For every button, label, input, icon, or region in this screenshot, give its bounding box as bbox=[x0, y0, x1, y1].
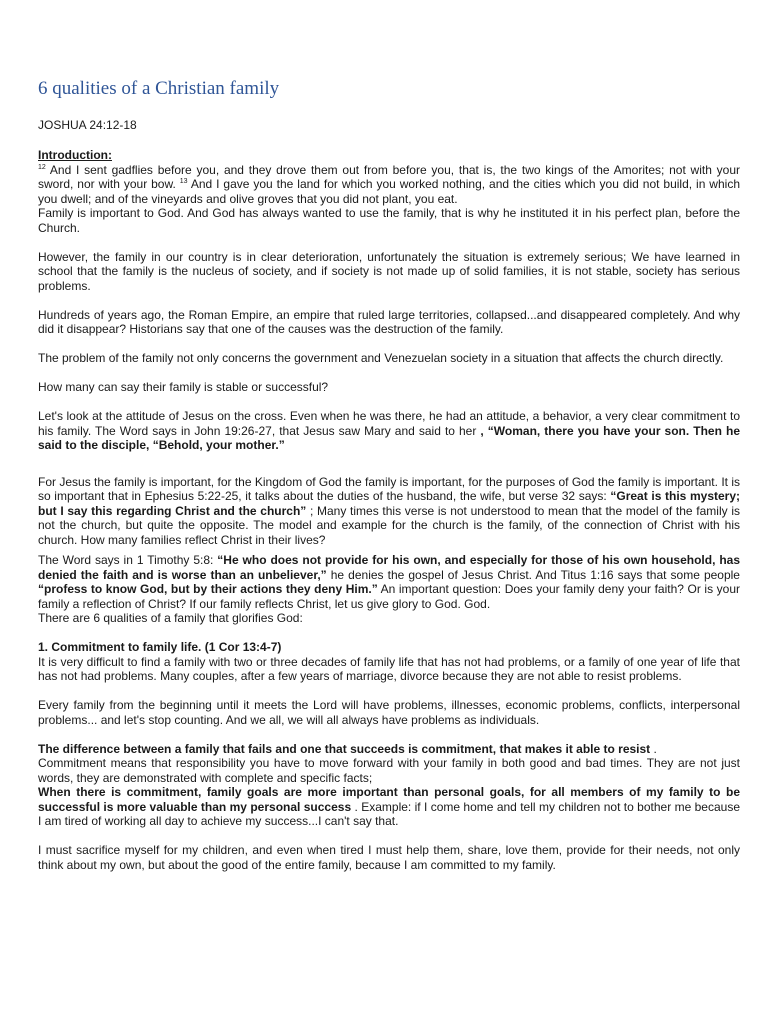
text-run: Let's look at the attitude of Jesus on the cross. Even when he was there, he had an attitude, a behavior, a very clear commitment to his family. The Word says in John 19:26-27, that Jesus saw Mary and said to her bbox=[38, 409, 740, 438]
paragraph-question: How many can say their family is stable or successful? bbox=[38, 380, 329, 394]
bold-statement: The difference between a family that fails and one that succeeds is commitment, that makes it able to resist bbox=[38, 741, 651, 756]
text-run: An important question: Does your family deny your faith? Or is your family a reflection of Christ? If our family reflects Christ, let us give glory to God. God. bbox=[38, 582, 740, 611]
section-heading-1: 1. Commitment to family life. (1 Cor 13:4-7) bbox=[38, 640, 282, 654]
intro-heading: Introduction: bbox=[38, 148, 112, 162]
text-run: . Example: if I come home and tell my children not to bother me because I am tired of working all day to achieve my success...I can't say that. bbox=[38, 799, 740, 828]
paragraph-difference bbox=[38, 742, 740, 757]
paragraph-jesus-cross bbox=[38, 409, 740, 453]
text-run: . bbox=[650, 741, 657, 756]
bold-quote: “Great is this mystery; but I say this regarding Christ and the church” bbox=[38, 489, 740, 518]
bold-quote: “profess to know God, but by their actions they deny Him.” bbox=[38, 582, 378, 596]
verse-text-13: And I gave you the land for which you worked nothing, and the cities which you did not build, in which you dwell; and of the vineyards and olive groves that you did not plant, you eat. bbox=[38, 177, 740, 206]
bold-quote: , “Woman, there you have your son. Then he said to the disciple, “Behold, your mother.” bbox=[38, 423, 740, 452]
bold-quote: “He who does not provide for his own, and especially for those of his own household, has denied the faith and is worse than an unbeliever,” bbox=[38, 553, 741, 582]
paragraph-family-important: Family is important to God. And God has always wanted to use the family, that is why he instituted it in his perfect plan, before the Church. bbox=[38, 206, 740, 235]
paragraph-commitment: Commitment means that responsibility you have to move forward with your family in both good and bad times. They are not just words, they are demonstrated with complete and specific facts; bbox=[38, 756, 740, 785]
paragraph-difficult: It is very difficult to find a family with two or three decades of family life that has not had problems, or a family of one year of life that has not had problems. Many couples, after a few years of marriage, divorce because they are not able to resist problems. bbox=[38, 654, 740, 683]
paragraph-deterioration: However, the family in our country is in clear deterioration, unfortunately the situation is extremely serious; We have learned in school that the family is the nucleus of society, and if society is not made up of solid families, it is not stable, society has serious problems. bbox=[38, 249, 740, 293]
text-run: The Word says in 1 Timothy 5:8: bbox=[38, 553, 218, 567]
scripture-reference: JOSHUA 24:12-18 bbox=[38, 118, 137, 132]
paragraph-timothy bbox=[38, 553, 740, 611]
intro-paragraph bbox=[38, 148, 740, 206]
paragraph-every-family: Every family from the beginning until it meets the Lord will have problems, illnesses, economic problems, conflicts, interpersonal problems... and let's stop counting. And we all, we will all always have problems as individuals. bbox=[38, 698, 740, 727]
page-title: 6 qualities of a Christian family bbox=[38, 78, 280, 99]
verse-text-12: And I sent gadflies before you, and they drove them out from before you, that is, the two kings of the Amorites; not with your sword, nor with your bow. bbox=[38, 162, 740, 191]
text-run: For Jesus the family is important, for the Kingdom of God the family is important, for the purposes of God the family is important. It is so important that in Ephesius 5:22-25, it talks about the duties of the husband, the wife, but verse 32 says: bbox=[38, 474, 740, 503]
paragraph-problem: The problem of the family not only concerns the government and Venezuelan society in a situation that affects the church directly. bbox=[38, 351, 724, 365]
paragraph-kingdom bbox=[38, 475, 740, 548]
verse-number-12: 12 bbox=[38, 163, 46, 171]
text-run: ; Many times this verse is not understood to mean that the model of the family is not the church, but quite the opposite. The model and example for the church is the family, of the connection of Christ with his church. How many families reflect Christ in their lives? bbox=[38, 503, 740, 547]
paragraph-roman-empire: Hundreds of years ago, the Roman Empire, an empire that ruled large territories, collapsed...and disappeared completely. And why did it disappear? Historians say that one of the causes was the destruction of the family. bbox=[38, 307, 740, 336]
verse-number-13: 13 bbox=[179, 178, 188, 185]
paragraph-when-commitment bbox=[38, 785, 740, 829]
paragraph-sacrifice: I must sacrifice myself for my children, and even when tired I must help them, share, love them, provide for their needs, not only think about my own, but about the good of the entire family, because I am committed to my family. bbox=[38, 843, 740, 872]
text-run: he denies the gospel of Jesus Christ. And Titus 1:16 says that some people bbox=[326, 567, 740, 582]
paragraph-six-qualities: There are 6 qualities of a family that glorifies God: bbox=[38, 611, 303, 625]
bold-statement: When there is commitment, family goals are more important than personal goals, for all members of my family to be successful is more valuable than my personal success bbox=[38, 785, 740, 814]
